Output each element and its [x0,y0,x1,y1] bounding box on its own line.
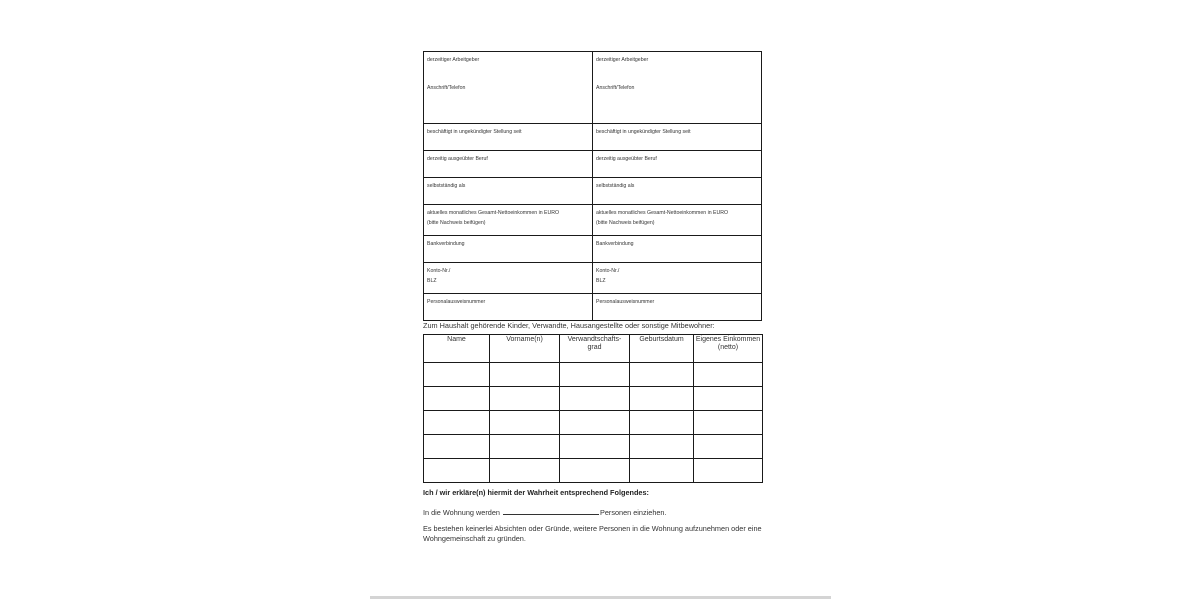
employer-cell-left[interactable] [424,52,593,124]
employed-since-cell-left[interactable] [424,124,593,151]
employer-label: derzeitiger Arbeitgeber [427,57,480,63]
table-cell[interactable] [694,411,763,435]
col-header-relationship: Verwandtschafts-grad [560,335,630,363]
occupation-cell-left[interactable] [424,151,593,178]
net-income-label: aktuelles monatliches Gesamt-Nettoeinkommen in EURO [596,210,729,216]
declaration-heading: Ich / wir erkläre(n) hiermit der Wahrheit entsprechend Folgendes: [423,488,649,497]
persons-statement [423,508,667,517]
col-header-income: Eigenes Einkommen (netto) [694,335,763,363]
table-cell[interactable] [424,411,490,435]
table-row [424,263,762,294]
id-number-label: Personalausweisnummer [427,299,486,305]
blz-label: BLZ [596,278,606,284]
persons-suffix: Personen einziehen. [599,508,667,517]
table-row [424,151,762,178]
id-number-cell-right[interactable] [593,294,762,321]
self-employed-cell-left[interactable] [424,178,593,205]
table-cell[interactable] [560,435,630,459]
applicant-form-table [423,51,762,321]
table-cell[interactable] [630,411,694,435]
page-bottom-divider [370,596,831,599]
table-cell[interactable] [560,387,630,411]
table-row [424,411,763,435]
occupation-label: derzeitig ausgeübter Beruf [427,156,488,162]
table-cell[interactable] [630,387,694,411]
table-row [424,178,762,205]
col-header-birthdate: Geburtsdatum [630,335,694,363]
table-cell[interactable] [424,435,490,459]
self-employed-label: selbstständig als [427,183,466,189]
net-income-cell-left[interactable] [424,205,593,236]
table-cell[interactable] [630,363,694,387]
table-cell[interactable] [490,387,560,411]
address-phone-label: Anschrift/Telefon [427,85,466,91]
self-employed-cell-right[interactable] [593,178,762,205]
col-header-name: Name [424,335,490,363]
employer-cell-right[interactable] [593,52,762,124]
account-cell-left[interactable] [424,263,593,294]
persons-count-blank[interactable] [503,508,599,515]
table-cell[interactable] [424,363,490,387]
table-row [424,387,763,411]
employer-label: derzeitiger Arbeitgeber [596,57,649,63]
household-header-row [424,335,763,363]
employed-since-label: beschäftigt in ungekündigter Stellung seit [427,129,522,135]
bank-label: Bankverbindung [596,241,634,247]
table-row [424,363,763,387]
occupation-label: derzeitig ausgeübter Beruf [596,156,657,162]
blz-label: BLZ [427,278,437,284]
address-phone-label: Anschrift/Telefon [596,85,635,91]
bank-cell-left[interactable] [424,236,593,263]
self-employed-label: selbstständig als [596,183,635,189]
account-label: Konto-Nr./ [596,268,620,274]
table-cell[interactable] [630,435,694,459]
account-cell-right[interactable] [593,263,762,294]
table-cell[interactable] [560,411,630,435]
id-number-label: Personalausweisnummer [596,299,655,305]
persons-prefix: In die Wohnung werden [423,508,500,517]
table-cell[interactable] [630,459,694,483]
col-header-first-names: Vorname(n) [490,335,560,363]
intent-statement: Es bestehen keinerlei Absichten oder Gründe, weitere Personen in die Wohnung aufzunehmen oder eine Wohngemeinschaft zu gründen. [423,524,762,543]
table-cell[interactable] [694,435,763,459]
table-cell[interactable] [694,459,763,483]
table-cell[interactable] [694,387,763,411]
bank-label: Bankverbindung [427,241,465,247]
table-row [424,205,762,236]
table-row [424,124,762,151]
table-cell[interactable] [490,435,560,459]
employed-since-cell-right[interactable] [593,124,762,151]
table-row [424,236,762,263]
proof-note: (bitte Nachweis beifügen) [427,220,486,226]
table-cell[interactable] [424,387,490,411]
table-cell[interactable] [490,363,560,387]
table-cell[interactable] [560,459,630,483]
table-row [424,52,762,124]
table-cell[interactable] [424,459,490,483]
proof-note: (bitte Nachweis beifügen) [596,220,655,226]
occupation-cell-right[interactable] [593,151,762,178]
employed-since-label: beschäftigt in ungekündigter Stellung seit [596,129,691,135]
household-heading: Zum Haushalt gehörende Kinder, Verwandte, Hausangestellte oder sonstige Mitbewohner: [423,321,715,330]
table-row [424,435,763,459]
account-label: Konto-Nr./ [427,268,451,274]
household-table [423,334,763,483]
table-cell[interactable] [694,363,763,387]
net-income-cell-right[interactable] [593,205,762,236]
table-cell[interactable] [490,411,560,435]
bank-cell-right[interactable] [593,236,762,263]
net-income-label: aktuelles monatliches Gesamt-Nettoeinkommen in EURO [427,210,560,216]
table-cell[interactable] [560,363,630,387]
table-row [424,294,762,321]
table-row [424,459,763,483]
table-cell[interactable] [490,459,560,483]
id-number-cell-left[interactable] [424,294,593,321]
